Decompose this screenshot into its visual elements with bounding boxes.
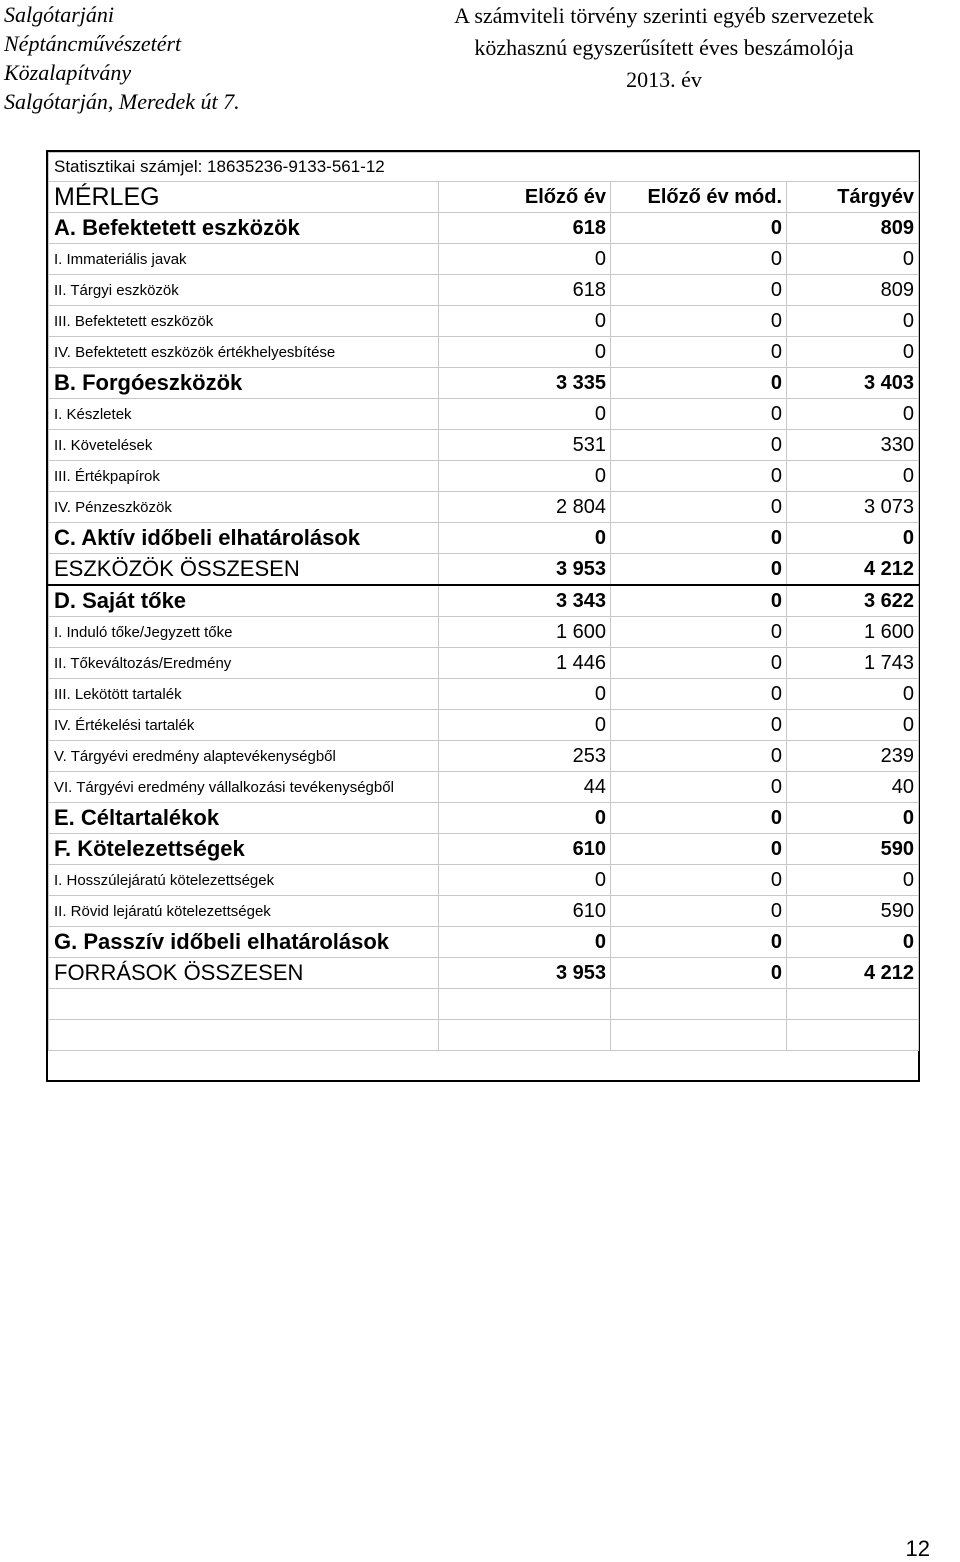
table-row — [49, 741, 919, 772]
row-label: ESZKÖZÖK ÖSSZESEN — [49, 554, 439, 586]
value-prev-year-mod: 0 — [611, 337, 787, 368]
balance-sheet-table — [48, 152, 919, 1051]
empty-cell — [49, 1020, 439, 1051]
table-row — [49, 710, 919, 741]
balance-sheet-body — [49, 153, 919, 1051]
table-row — [49, 896, 919, 927]
value-current-year: 40 — [787, 772, 919, 803]
empty-row — [49, 989, 919, 1020]
value-prev-year-mod: 0 — [611, 399, 787, 430]
table-row — [49, 958, 919, 989]
document-title — [404, 0, 924, 96]
table-row — [49, 554, 919, 586]
value-current-year: 4 212 — [787, 554, 919, 586]
value-prev-year: 610 — [439, 896, 611, 927]
value-prev-year: 0 — [439, 679, 611, 710]
value-prev-year-mod: 0 — [611, 306, 787, 337]
value-current-year: 0 — [787, 337, 919, 368]
value-current-year: 3 622 — [787, 585, 919, 617]
row-label: B. Forgóeszközök — [49, 368, 439, 399]
row-label: F. Kötelezettségek — [49, 834, 439, 865]
row-label: III. Értékpapírok — [49, 461, 439, 492]
value-prev-year: 618 — [439, 213, 611, 244]
value-current-year: 809 — [787, 275, 919, 306]
title-year: 2013. év — [626, 67, 702, 92]
row-label: III. Lekötött tartalék — [49, 679, 439, 710]
title-line: közhasznú egyszerűsített éves beszámolója — [474, 35, 854, 60]
table-row — [49, 492, 919, 523]
value-current-year: 1 600 — [787, 617, 919, 648]
value-prev-year-mod: 0 — [611, 554, 787, 586]
value-current-year: 3 073 — [787, 492, 919, 523]
table-row — [49, 648, 919, 679]
value-prev-year: 1 600 — [439, 617, 611, 648]
header-row — [49, 182, 919, 213]
value-current-year: 1 743 — [787, 648, 919, 679]
row-label: VI. Tárgyévi eredmény vállalkozási tevékenységből — [49, 772, 439, 803]
value-prev-year-mod: 0 — [611, 896, 787, 927]
table-row — [49, 399, 919, 430]
table-row — [49, 430, 919, 461]
value-current-year: 590 — [787, 834, 919, 865]
table-row — [49, 617, 919, 648]
row-label: IV. Értékelési tartalék — [49, 710, 439, 741]
table-row — [49, 679, 919, 710]
organization-line: Néptáncművészetért — [4, 31, 182, 56]
value-prev-year-mod: 0 — [611, 523, 787, 554]
table-row — [49, 337, 919, 368]
value-current-year: 0 — [787, 244, 919, 275]
value-prev-year: 3 953 — [439, 958, 611, 989]
table-row — [49, 213, 919, 244]
row-label: II. Követelések — [49, 430, 439, 461]
row-label: II. Tárgyi eszközök — [49, 275, 439, 306]
value-current-year: 0 — [787, 679, 919, 710]
empty-cell — [439, 989, 611, 1020]
value-current-year: 809 — [787, 213, 919, 244]
empty-row — [49, 1020, 919, 1051]
organization-line: Salgótarjáni — [4, 2, 115, 27]
value-prev-year: 0 — [439, 399, 611, 430]
row-label: III. Befektetett eszközök — [49, 306, 439, 337]
value-prev-year-mod: 0 — [611, 927, 787, 958]
value-prev-year: 0 — [439, 337, 611, 368]
value-prev-year: 0 — [439, 865, 611, 896]
table-row — [49, 927, 919, 958]
empty-cell — [439, 1020, 611, 1051]
value-current-year: 0 — [787, 461, 919, 492]
row-label: A. Befektetett eszközök — [49, 213, 439, 244]
value-prev-year: 3 343 — [439, 585, 611, 617]
table-row — [49, 368, 919, 399]
value-current-year: 3 403 — [787, 368, 919, 399]
column-header-prev-year: Előző év — [439, 182, 611, 213]
row-label: C. Aktív időbeli elhatárolások — [49, 523, 439, 554]
empty-cell — [787, 1020, 919, 1051]
value-prev-year-mod: 0 — [611, 865, 787, 896]
value-prev-year-mod: 0 — [611, 213, 787, 244]
value-prev-year-mod: 0 — [611, 679, 787, 710]
row-label: II. Tőkeváltozás/Eredmény — [49, 648, 439, 679]
row-label: V. Tárgyévi eredmény alaptevékenységből — [49, 741, 439, 772]
organization-name — [4, 0, 240, 116]
value-current-year: 0 — [787, 523, 919, 554]
organization-address: Salgótarján, Meredek út 7. — [4, 89, 240, 114]
value-prev-year-mod: 0 — [611, 585, 787, 617]
value-prev-year: 1 446 — [439, 648, 611, 679]
row-label: I. Induló tőke/Jegyzett tőke — [49, 617, 439, 648]
value-prev-year-mod: 0 — [611, 710, 787, 741]
value-prev-year-mod: 0 — [611, 958, 787, 989]
row-label: G. Passzív időbeli elhatárolások — [49, 927, 439, 958]
row-label: I. Immateriális javak — [49, 244, 439, 275]
value-current-year: 330 — [787, 430, 919, 461]
value-current-year: 0 — [787, 803, 919, 834]
value-current-year: 0 — [787, 306, 919, 337]
row-label: IV. Befektetett eszközök értékhelyesbítése — [49, 337, 439, 368]
value-current-year: 239 — [787, 741, 919, 772]
row-label: IV. Pénzeszközök — [49, 492, 439, 523]
table-row — [49, 772, 919, 803]
value-prev-year: 610 — [439, 834, 611, 865]
value-prev-year: 0 — [439, 306, 611, 337]
value-prev-year: 0 — [439, 244, 611, 275]
value-prev-year-mod: 0 — [611, 430, 787, 461]
value-prev-year: 618 — [439, 275, 611, 306]
value-prev-year-mod: 0 — [611, 772, 787, 803]
row-label: FORRÁSOK ÖSSZESEN — [49, 958, 439, 989]
value-current-year: 0 — [787, 927, 919, 958]
value-prev-year-mod: 0 — [611, 275, 787, 306]
table-row — [49, 585, 919, 617]
value-prev-year-mod: 0 — [611, 461, 787, 492]
column-header-prev-year-mod: Előző év mód. — [611, 182, 787, 213]
value-prev-year: 0 — [439, 927, 611, 958]
table-row — [49, 275, 919, 306]
value-current-year: 0 — [787, 710, 919, 741]
column-header-current-year: Tárgyév — [787, 182, 919, 213]
value-prev-year-mod: 0 — [611, 368, 787, 399]
value-prev-year: 2 804 — [439, 492, 611, 523]
value-prev-year-mod: 0 — [611, 617, 787, 648]
value-prev-year: 0 — [439, 523, 611, 554]
value-prev-year-mod: 0 — [611, 648, 787, 679]
balance-sheet — [46, 150, 920, 1082]
table-row — [49, 834, 919, 865]
table-title: MÉRLEG — [49, 182, 439, 213]
stat-id: Statisztikai számjel: 18635236-9133-561-12 — [49, 153, 919, 182]
value-prev-year-mod: 0 — [611, 492, 787, 523]
row-label: I. Készletek — [49, 399, 439, 430]
value-prev-year-mod: 0 — [611, 741, 787, 772]
title-line: A számviteli törvény szerinti egyéb szervezetek — [454, 3, 874, 28]
table-row — [49, 865, 919, 896]
table-row — [49, 461, 919, 492]
page-number: 12 — [905, 1536, 930, 1561]
row-label: D. Saját tőke — [49, 585, 439, 617]
value-prev-year-mod: 0 — [611, 803, 787, 834]
value-current-year: 0 — [787, 865, 919, 896]
value-prev-year: 0 — [439, 710, 611, 741]
table-row — [49, 306, 919, 337]
value-prev-year: 3 953 — [439, 554, 611, 586]
value-prev-year: 531 — [439, 430, 611, 461]
empty-cell — [49, 989, 439, 1020]
table-row — [49, 523, 919, 554]
value-prev-year: 44 — [439, 772, 611, 803]
stat-id-row — [49, 153, 919, 182]
value-current-year: 590 — [787, 896, 919, 927]
empty-cell — [787, 989, 919, 1020]
row-label: E. Céltartalékok — [49, 803, 439, 834]
empty-cell — [611, 1020, 787, 1051]
value-prev-year: 3 335 — [439, 368, 611, 399]
empty-cell — [611, 989, 787, 1020]
value-prev-year-mod: 0 — [611, 834, 787, 865]
table-row — [49, 244, 919, 275]
row-label: II. Rövid lejáratú kötelezettségek — [49, 896, 439, 927]
value-prev-year: 253 — [439, 741, 611, 772]
table-row — [49, 803, 919, 834]
value-prev-year: 0 — [439, 461, 611, 492]
value-current-year: 0 — [787, 399, 919, 430]
organization-line: Közalapítvány — [4, 60, 132, 85]
row-label: I. Hosszúlejáratú kötelezettségek — [49, 865, 439, 896]
value-current-year: 4 212 — [787, 958, 919, 989]
value-prev-year: 0 — [439, 803, 611, 834]
value-prev-year-mod: 0 — [611, 244, 787, 275]
